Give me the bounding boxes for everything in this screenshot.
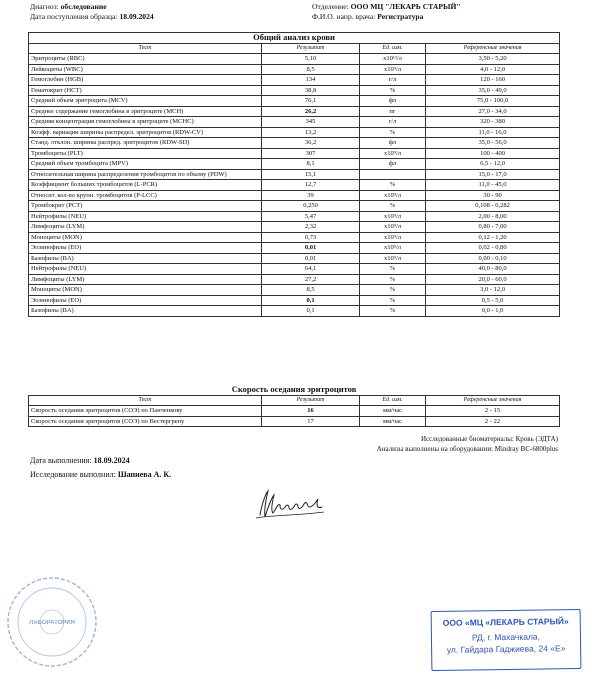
result-cell: 134 — [262, 75, 360, 86]
reference-cell: 35,0 - 49,0 — [426, 85, 560, 96]
esr-col-test: Тест — [29, 395, 262, 406]
test-name-cell: Скорость оседания эритроцитов (СОЭ) по Панченкову — [29, 406, 262, 417]
reference-cell: 11,0 - 16,0 — [426, 127, 560, 138]
test-name-cell: Эозинофилы (EO) — [29, 295, 262, 306]
cbc-header-row — [29, 43, 560, 54]
table-row — [29, 222, 560, 233]
patient-header — [30, 0, 580, 22]
test-name-cell: Лейкоциты (WBC) — [29, 64, 262, 75]
result-cell: 13,2 — [262, 127, 360, 138]
diagnosis-label: Диагноз: — [30, 2, 59, 11]
round-stamp-text: ЛАБОРАТОРИЯ — [29, 620, 75, 626]
reference-cell: 0,5 - 5,0 — [426, 295, 560, 306]
unit-cell: % — [360, 180, 426, 191]
unit-cell: г/л — [360, 117, 426, 128]
reference-cell: 30 - 90 — [426, 190, 560, 201]
result-cell: 38,8 — [262, 85, 360, 96]
table-row — [29, 127, 560, 138]
result-cell: 36,2 — [262, 138, 360, 149]
header-row-diagnosis — [30, 2, 580, 12]
table-row — [29, 180, 560, 191]
reference-cell: 100 - 400 — [426, 148, 560, 159]
unit-cell: % — [360, 201, 426, 212]
unit-cell: % — [360, 127, 426, 138]
unit-cell: % — [360, 274, 426, 285]
test-name-cell: Гемоглобин (HGB) — [29, 75, 262, 86]
table-row — [29, 211, 560, 222]
reference-cell: 40,0 - 80,0 — [426, 264, 560, 275]
table-row — [29, 190, 560, 201]
table-row — [29, 75, 560, 86]
result-cell: 27,2 — [262, 274, 360, 285]
signature-image — [252, 485, 332, 525]
reference-cell: 2 - 15 — [426, 406, 560, 417]
completion-date — [30, 456, 130, 465]
table-row — [29, 416, 560, 427]
unit-cell: фл — [360, 96, 426, 107]
stamp-line-2: РД, г. Махачкала, — [471, 631, 541, 643]
result-cell: 0,250 — [262, 201, 360, 212]
esr-table — [28, 385, 560, 427]
reference-cell: 0,00 - 0,10 — [426, 253, 560, 264]
table-row — [29, 264, 560, 275]
cbc-table — [28, 32, 560, 317]
unit-cell: % — [360, 285, 426, 296]
unit-cell: x10⁹/л — [360, 253, 426, 264]
test-name-cell: Нейтрофилы (NEU) — [29, 264, 262, 275]
result-cell: 345 — [262, 117, 360, 128]
table-row — [29, 54, 560, 65]
unit-cell: мм/час — [360, 406, 426, 417]
test-name-cell: Базофилы (BA) — [29, 253, 262, 264]
table-row — [29, 274, 560, 285]
table-row — [29, 159, 560, 170]
performer-value: Шапиева А. К. — [117, 470, 172, 479]
result-cell: 2,32 — [262, 222, 360, 233]
test-name-cell: Относит. кол-во крупн. тромбоцитов (P-LCC) — [29, 190, 262, 201]
reference-cell: 4,0 - 12,0 — [426, 64, 560, 75]
reference-cell: 0,0 - 1,0 — [426, 306, 560, 317]
col-result: Результат — [262, 43, 360, 54]
doctor-value: Регистратура — [377, 12, 424, 21]
test-name-cell: Нейтрофилы (NEU) — [29, 211, 262, 222]
test-name-cell: Коэффициент больших тромбоцитов (L-PCR) — [29, 180, 262, 191]
unit-cell: фл — [360, 159, 426, 170]
test-name-cell: Лимфоциты (LYM) — [29, 222, 262, 233]
test-name-cell: Тромбокрит (PCT) — [29, 201, 262, 212]
result-cell: 8,5 — [262, 285, 360, 296]
table-row — [29, 138, 560, 149]
result-cell: 17 — [262, 416, 360, 427]
unit-cell: x10¹²/л — [360, 54, 426, 65]
result-cell: 0,01 — [262, 243, 360, 254]
received-label: Дата поступления образца: — [30, 12, 118, 21]
test-name-cell: Средний объем эритроцита (MCV) — [29, 96, 262, 107]
test-name-cell: Тромбоциты (PLT) — [29, 148, 262, 159]
table-row — [29, 64, 560, 75]
table-row — [29, 232, 560, 243]
result-cell: 39 — [262, 190, 360, 201]
reference-cell: 120 - 160 — [426, 75, 560, 86]
reference-cell: 0,80 - 7,00 — [426, 222, 560, 233]
diagnosis-value: обследование — [60, 2, 107, 11]
reference-cell: 2 - 22 — [426, 416, 560, 427]
cbc-title: Общий анализ крови — [29, 33, 560, 44]
test-name-cell: Коэфф. вариации ширины распредел. эритроцитов (RDW-CV) — [29, 127, 262, 138]
stamp-line-3: ул. Гайдара Гаджиева, 24 «Е» — [446, 643, 566, 655]
unit-cell: x10⁹/л — [360, 222, 426, 233]
table-row — [29, 406, 560, 417]
esr-col-result: Результат — [262, 395, 360, 406]
result-cell: 76,1 — [262, 96, 360, 107]
result-cell: 26,2 — [262, 106, 360, 117]
result-cell: 16 — [262, 406, 360, 417]
unit-cell: x10⁹/л — [360, 232, 426, 243]
result-cell: 0,1 — [262, 306, 360, 317]
rectangular-stamp — [431, 609, 582, 671]
esr-body — [29, 406, 560, 427]
received-value: 18.09.2024 — [119, 12, 154, 21]
col-reference: Референсные значения — [426, 43, 560, 54]
esr-col-reference: Референсные значения — [426, 395, 560, 406]
test-name-cell: Лимфоциты (LYM) — [29, 274, 262, 285]
test-name-cell: Эритроциты (RBC) — [29, 54, 262, 65]
performer — [30, 470, 171, 479]
test-name-cell: Средний объем тромбоцита (MPV) — [29, 159, 262, 170]
result-cell: 307 — [262, 148, 360, 159]
unit-cell: x10⁹/л — [360, 243, 426, 254]
doctor-label: Ф.И.О. напр. врача: — [312, 12, 376, 21]
table-row — [29, 285, 560, 296]
unit-cell: x10⁹/л — [360, 190, 426, 201]
table-row — [29, 201, 560, 212]
esr-col-unit: Ед. изм. — [360, 395, 426, 406]
unit-cell: x10⁹/л — [360, 211, 426, 222]
department-label: Отделение: — [312, 2, 349, 11]
unit-cell: % — [360, 306, 426, 317]
test-name-cell: Базофилы (BA) — [29, 306, 262, 317]
table-row — [29, 295, 560, 306]
test-name-cell: Средняя концентрация гемоглобина в эритроците (MCHC) — [29, 117, 262, 128]
test-name-cell: Относительная ширина распределения тромбоцитов по объему (PDW) — [29, 169, 262, 180]
col-test: Тест — [29, 43, 262, 54]
unit-cell: % — [360, 85, 426, 96]
result-cell: 5,10 — [262, 54, 360, 65]
round-stamp — [4, 574, 100, 670]
test-name-cell: Моноциты (MON) — [29, 232, 262, 243]
table-row — [29, 243, 560, 254]
reference-cell: 15,0 - 17,0 — [426, 169, 560, 180]
table-row — [29, 96, 560, 107]
test-name-cell: Среднее содержание гемоглобина в эритроците (MCH) — [29, 106, 262, 117]
equipment-note: Анализы выполнены на оборудовании: Mindray BC-6800plus — [376, 445, 558, 453]
esr-header-row — [29, 395, 560, 406]
result-cell: 15,1 — [262, 169, 360, 180]
unit-cell: x10⁹/л — [360, 64, 426, 75]
result-cell: 8,1 — [262, 159, 360, 170]
test-name-cell: Эозинофилы (EO) — [29, 243, 262, 254]
reference-cell: 75,0 - 100,0 — [426, 96, 560, 107]
performer-label: Исследование выполнил: — [30, 470, 116, 479]
result-cell: 0,01 — [262, 253, 360, 264]
cbc-body — [29, 54, 560, 317]
unit-cell: г/л — [360, 75, 426, 86]
biomaterial-note: Исследованные биоматериалы: Кровь (ЭДТА) — [420, 435, 558, 443]
table-row — [29, 85, 560, 96]
test-name-cell: Скорость оседания эритроцитов (СОЭ) по Вестергрену — [29, 416, 262, 427]
reference-cell: 35,0 - 56,0 — [426, 138, 560, 149]
table-row — [29, 148, 560, 159]
test-name-cell: Моноциты (MON) — [29, 285, 262, 296]
reference-cell: 11,0 - 45,0 — [426, 180, 560, 191]
reference-cell: 0,12 - 1,20 — [426, 232, 560, 243]
reference-cell: 27,0 - 34,0 — [426, 106, 560, 117]
unit-cell: пг — [360, 106, 426, 117]
test-name-cell: Станд. отклон. ширины распред. эритроцитов (RDW-SD) — [29, 138, 262, 149]
unit-cell: x10⁹/л — [360, 148, 426, 159]
result-cell: 8,5 — [262, 64, 360, 75]
table-row — [29, 253, 560, 264]
unit-cell: мм/час — [360, 416, 426, 427]
reference-cell: 3,0 - 12,0 — [426, 285, 560, 296]
done-label: Дата выполнения: — [30, 456, 92, 465]
unit-cell: фл — [360, 138, 426, 149]
esr-title: Скорость оседания эритроцитов — [29, 385, 560, 395]
reference-cell: 0,02 - 0,80 — [426, 243, 560, 254]
department-value: ООО МЦ "ЛЕКАРЬ СТАРЫЙ" — [350, 2, 461, 11]
result-cell: 5,47 — [262, 211, 360, 222]
stamp-line-1: ООО «МЦ «ЛЕКАРЬ СТАРЫЙ» — [442, 616, 569, 628]
test-name-cell: Гематокрит (HCT) — [29, 85, 262, 96]
table-row — [29, 106, 560, 117]
unit-cell: % — [360, 264, 426, 275]
col-unit: Ед. изм. — [360, 43, 426, 54]
reference-cell: 20,0 - 60,0 — [426, 274, 560, 285]
reference-cell: 6,5 - 12,0 — [426, 159, 560, 170]
reference-cell: 2,00 - 8,00 — [426, 211, 560, 222]
header-row-received — [30, 12, 580, 22]
done-value: 18.09.2024 — [93, 456, 130, 465]
reference-cell: 3,50 - 5,20 — [426, 54, 560, 65]
result-cell: 0,73 — [262, 232, 360, 243]
reference-cell: 320 - 380 — [426, 117, 560, 128]
unit-cell — [360, 169, 426, 180]
table-row — [29, 117, 560, 128]
unit-cell: % — [360, 295, 426, 306]
reference-cell: 0,108 - 0,282 — [426, 201, 560, 212]
table-row — [29, 306, 560, 317]
table-row — [29, 169, 560, 180]
result-cell: 0,1 — [262, 295, 360, 306]
result-cell: 12,7 — [262, 180, 360, 191]
result-cell: 64,1 — [262, 264, 360, 275]
